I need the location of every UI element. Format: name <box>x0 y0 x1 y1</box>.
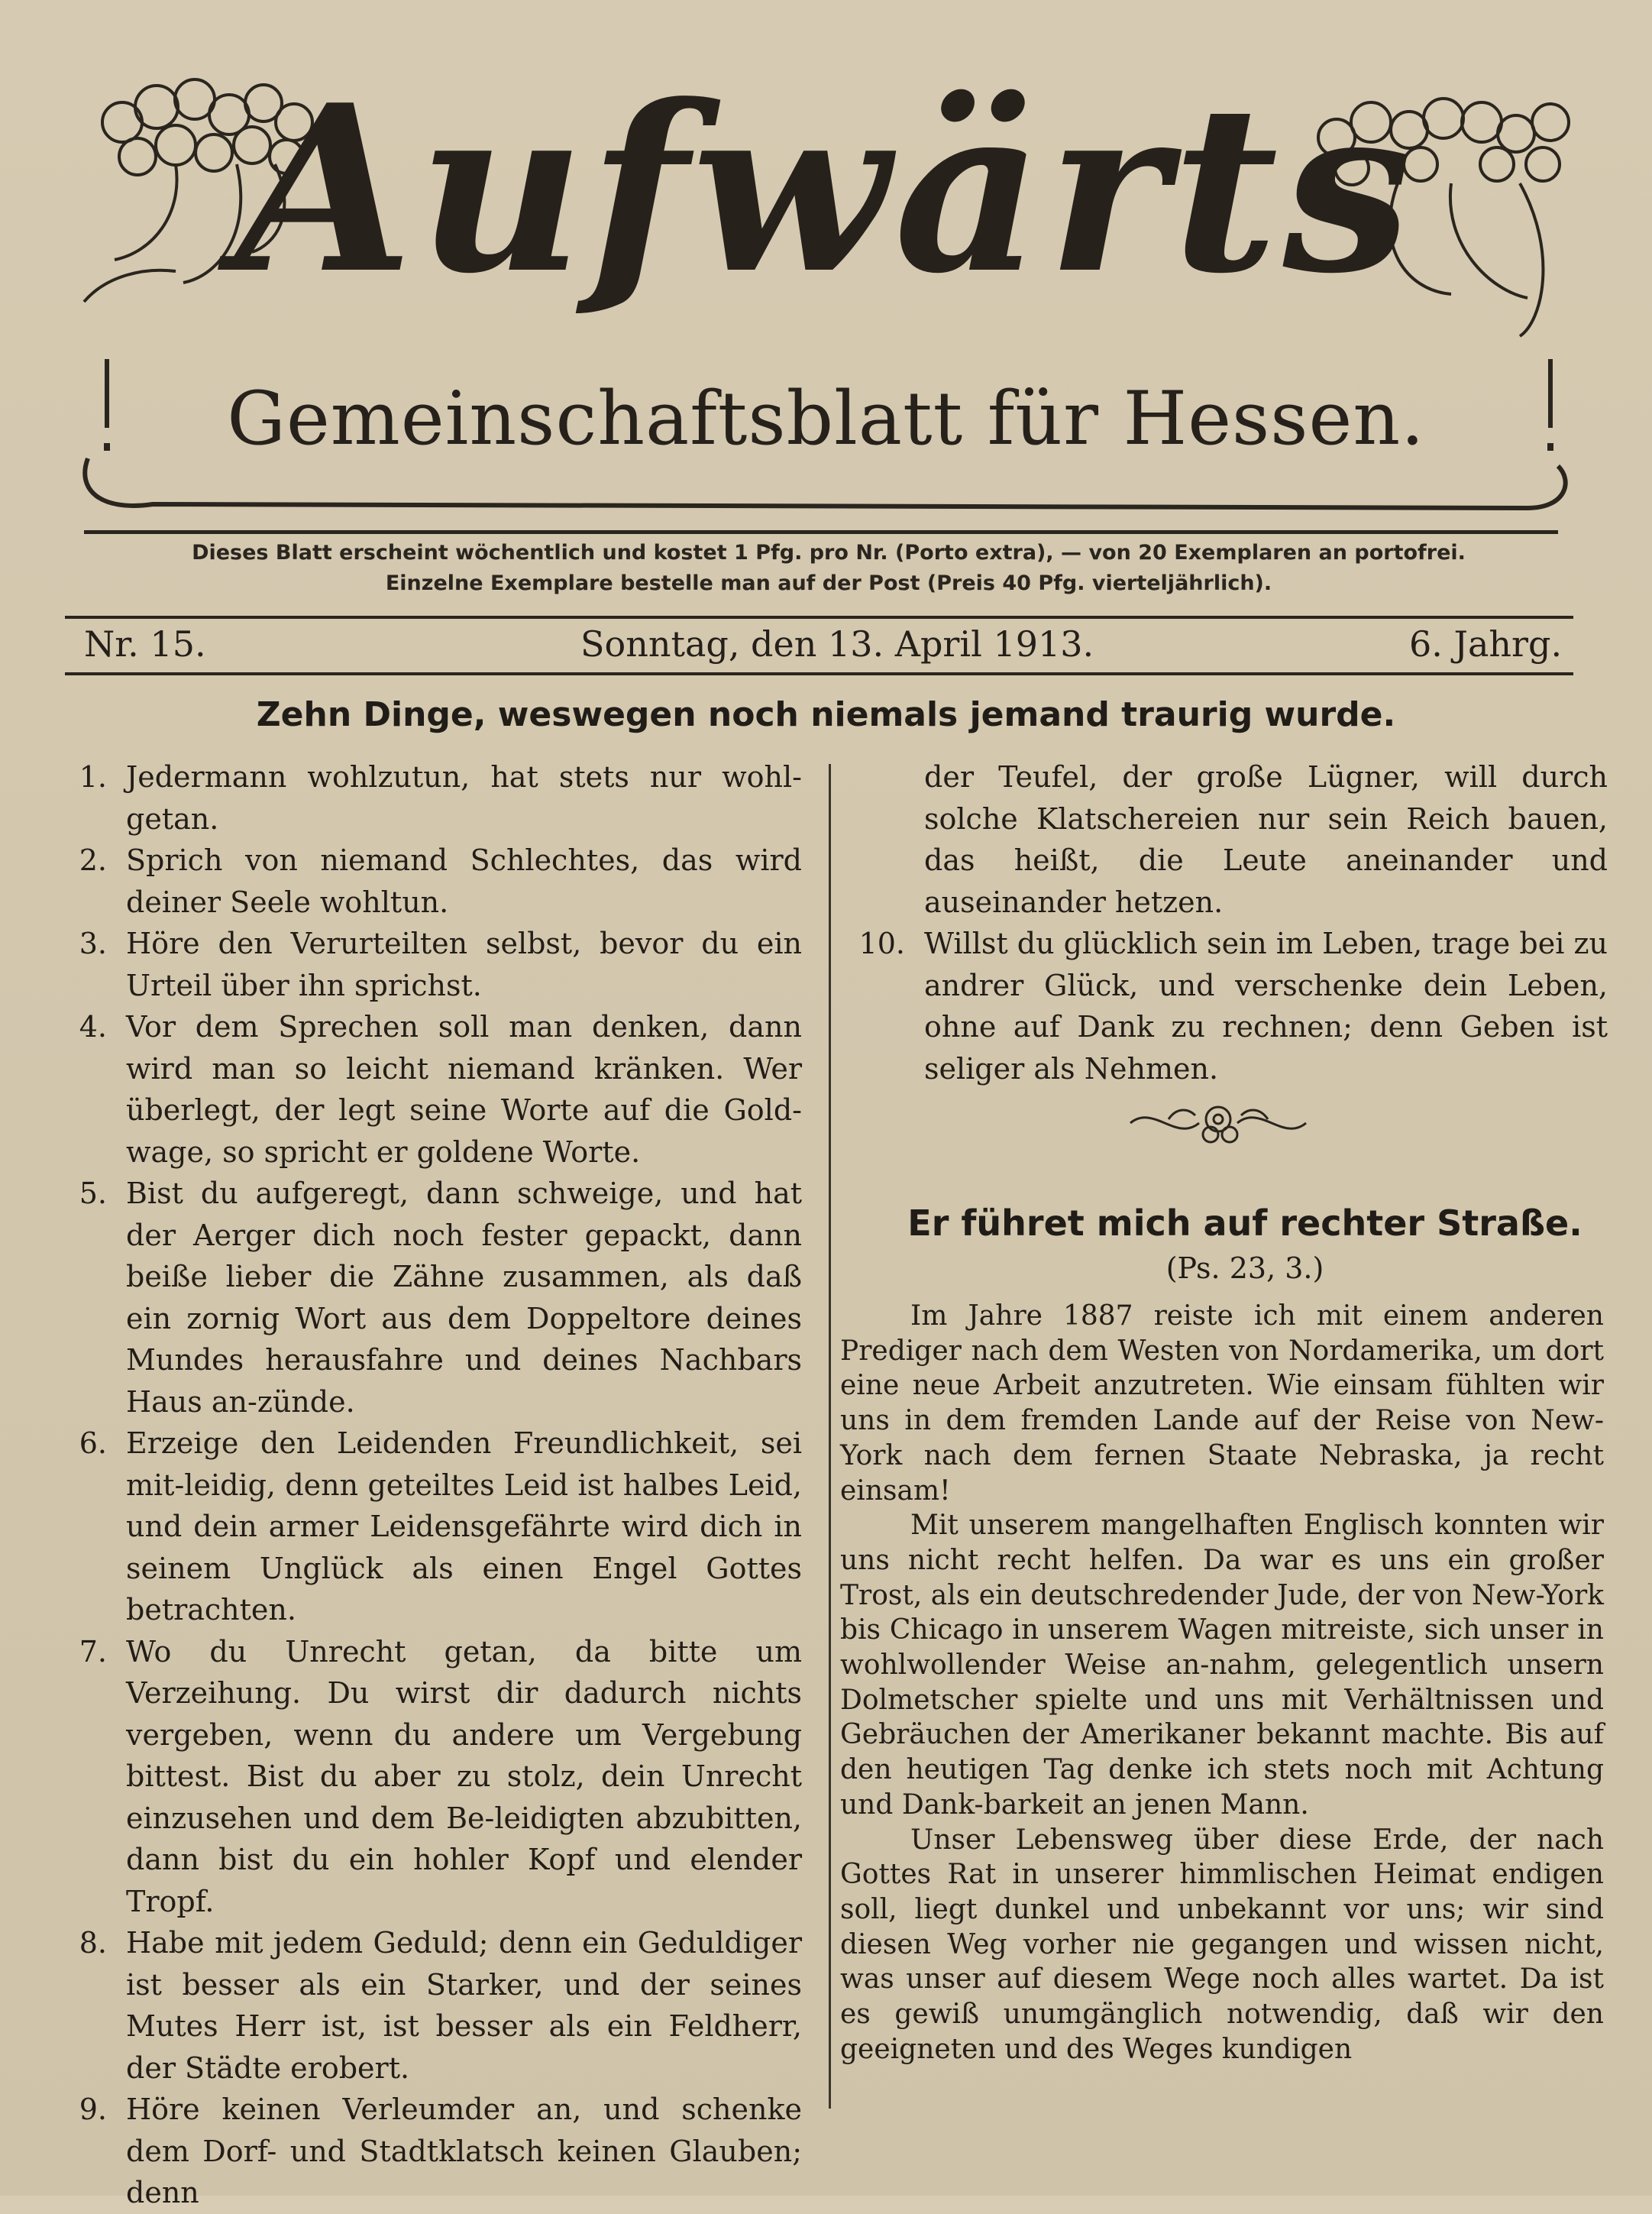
list-item <box>46 1922 802 2089</box>
issue-line <box>76 620 1566 668</box>
item-number: 7. <box>79 1634 107 1669</box>
column-divider <box>829 764 831 2109</box>
item-text: Habe mit jedem Geduld; denn ein Geduldiger ist besser als ein Starker, und der seines Mutes Herr ist, ist besser als ein Feldherr, der Städte erobert. <box>126 1926 802 2085</box>
item-number: 1. <box>79 760 107 794</box>
item-number: 4. <box>79 1010 107 1044</box>
subscription-notice-line2: Einzelne Exemplare bestelle man auf der Post (Preis 40 Pfg. vierteljährlich). <box>385 571 1272 595</box>
list-item <box>46 1631 802 1923</box>
item-text: Erzeige den Leidenden Freundlichkeit, sei mit-leidig, denn geteiltes Leid ist halbes Leid, und dein armer Leidensgefährte wird dich in seinem Unglück als einen Engel Gottes betrachten. <box>126 1426 802 1627</box>
subscription-notice-line1: Dieses Blatt erscheint wöchentlich und kostet 1 Pfg. pro Nr. (Porto extra), — von 20 Exemplaren an portofrei. <box>192 541 1466 565</box>
article2-paragraph: Unser Lebensweg über diese Erde, der nach Gottes Rat in unserer himmlischen Heimat endigen soll, liegt dunkel und unbekannt vor uns; wir sind diesen Weg vorher nie gegangen und wissen nicht, was unser auf diesem Wege noch alles wartet. Da ist es gewiß unumgänglich notwendig, daß wir den geeigneten und des Weges kundigen <box>840 1824 1604 2065</box>
item-number: 3. <box>79 927 107 960</box>
list-item <box>844 923 1608 1089</box>
list-item <box>46 2089 802 2214</box>
item-text: der Teufel, der große Lügner, will durch solche Klatschereien nur sein Reich bauen, das heißt, die Leute aneinander und auseinander hetzen. <box>924 760 1608 919</box>
masthead-subtitle: Gemeinschaftsblatt für Hessen. <box>227 376 1425 461</box>
article2-title: Er führet mich auf rechter Straße. <box>907 1202 1582 1244</box>
right-column-top <box>844 756 1608 1089</box>
list-item-continued <box>844 756 1608 923</box>
item-text: Wo du Unrecht getan, da bitte um Verzeihung. Du wirst dir dadurch nichts vergeben, wenn du andere um Vergebung bittest. Bist du aber zu stolz, dein Unrecht einzusehen und dem Be-leidigten abzubitten, dann bist du ein hohler Kopf und elender Tropf. <box>126 1634 802 1918</box>
masthead-title: Aufwärts <box>235 54 1417 324</box>
article2-body <box>840 1299 1604 2067</box>
item-text: Jedermann wohlzutun, hat stets nur wohl-getan. <box>126 760 802 836</box>
item-text: Sprich von niemand Schlechtes, das wird deiner Seele wohltun. <box>126 843 802 919</box>
article2-reference: (Ps. 23, 3.) <box>1165 1251 1324 1285</box>
item-text: Höre den Verurteilten selbst, bevor du ein Urteil über ihn sprichst. <box>126 927 802 1002</box>
rule-issue-bottom <box>65 672 1573 675</box>
item-text: Willst du glücklich sein im Leben, trage bei zu andrer Glück, und verschenke dein Leben, ohne auf Dank zu rechnen; denn Geben ist seliger als Nehmen. <box>924 927 1608 1086</box>
item-number: 10. <box>858 927 905 960</box>
rule-issue-top <box>65 616 1573 619</box>
left-column <box>46 756 802 2214</box>
list-item <box>46 1006 802 1173</box>
item-number: 8. <box>79 1926 107 1960</box>
masthead <box>0 0 1652 527</box>
list-item <box>46 923 802 1006</box>
article2-paragraph: Mit unserem mangelhaften Englisch konnten wir uns nicht recht helfen. Da war es uns ein großer Trost, als ein deutschredender Jude, der von New-York bis Chicago in unserem Wagen mitreiste, sich unser in wohlwollender Weise an-nahm, gelegentlich unsern Dolmetscher spielte und uns mit Verhältnissen und Gebräuchen der Amerikaner bekannt machte. Bis auf den heutigen Tag denke ich stets noch mit Achtung und Dank-barkeit an jenen Mann. <box>840 1510 1604 1821</box>
item-text: Vor dem Sprechen soll man denken, dann wird man so leicht niemand kränken. Wer überlegt, der legt seine Worte auf die Gold-wage, so spricht er goldene Worte. <box>126 1010 802 1169</box>
rule-top <box>84 530 1558 534</box>
list-item <box>46 1423 802 1631</box>
issue-number: Nr. 15. <box>84 623 206 665</box>
list-item <box>46 1173 802 1423</box>
list-item <box>46 756 802 840</box>
item-number: 2. <box>79 843 107 877</box>
issue-volume: 6. Jahrg. <box>1409 623 1563 665</box>
item-number: 9. <box>79 2093 107 2126</box>
item-number: 6. <box>79 1426 107 1460</box>
list-item <box>46 840 802 923</box>
issue-date: Sonntag, den 13. April 1913. <box>580 623 1094 665</box>
item-text: Bist du aufgeregt, dann schweige, und hat der Aerger dich noch fester gepackt, dann beiße lieber die Zähne zusammen, als daß ein zornig Wort aus dem Doppeltore deines Mundes herausfahre und deines Nachbars Haus an-zünde. <box>126 1177 802 1419</box>
item-number: 5. <box>79 1177 107 1210</box>
article2-paragraph: Im Jahre 1887 reiste ich mit einem anderen Prediger nach dem Westen von Nordamerika, um dort eine neue Arbeit anzutreten. Wie einsam fühlten wir uns in dem fremden Lande auf der Reise von New-York nach dem fernen Staate Nebraska, ja recht einsam! <box>840 1300 1604 1507</box>
floral-divider-ornament <box>1123 1089 1314 1157</box>
item-text: Höre keinen Verleumder an, und schenke dem Dorf- und Stadtklatsch keinen Glauben; denn <box>126 2093 802 2209</box>
article1-title: Zehn Dinge, weswegen noch niemals jemand traurig wurde. <box>256 695 1396 734</box>
